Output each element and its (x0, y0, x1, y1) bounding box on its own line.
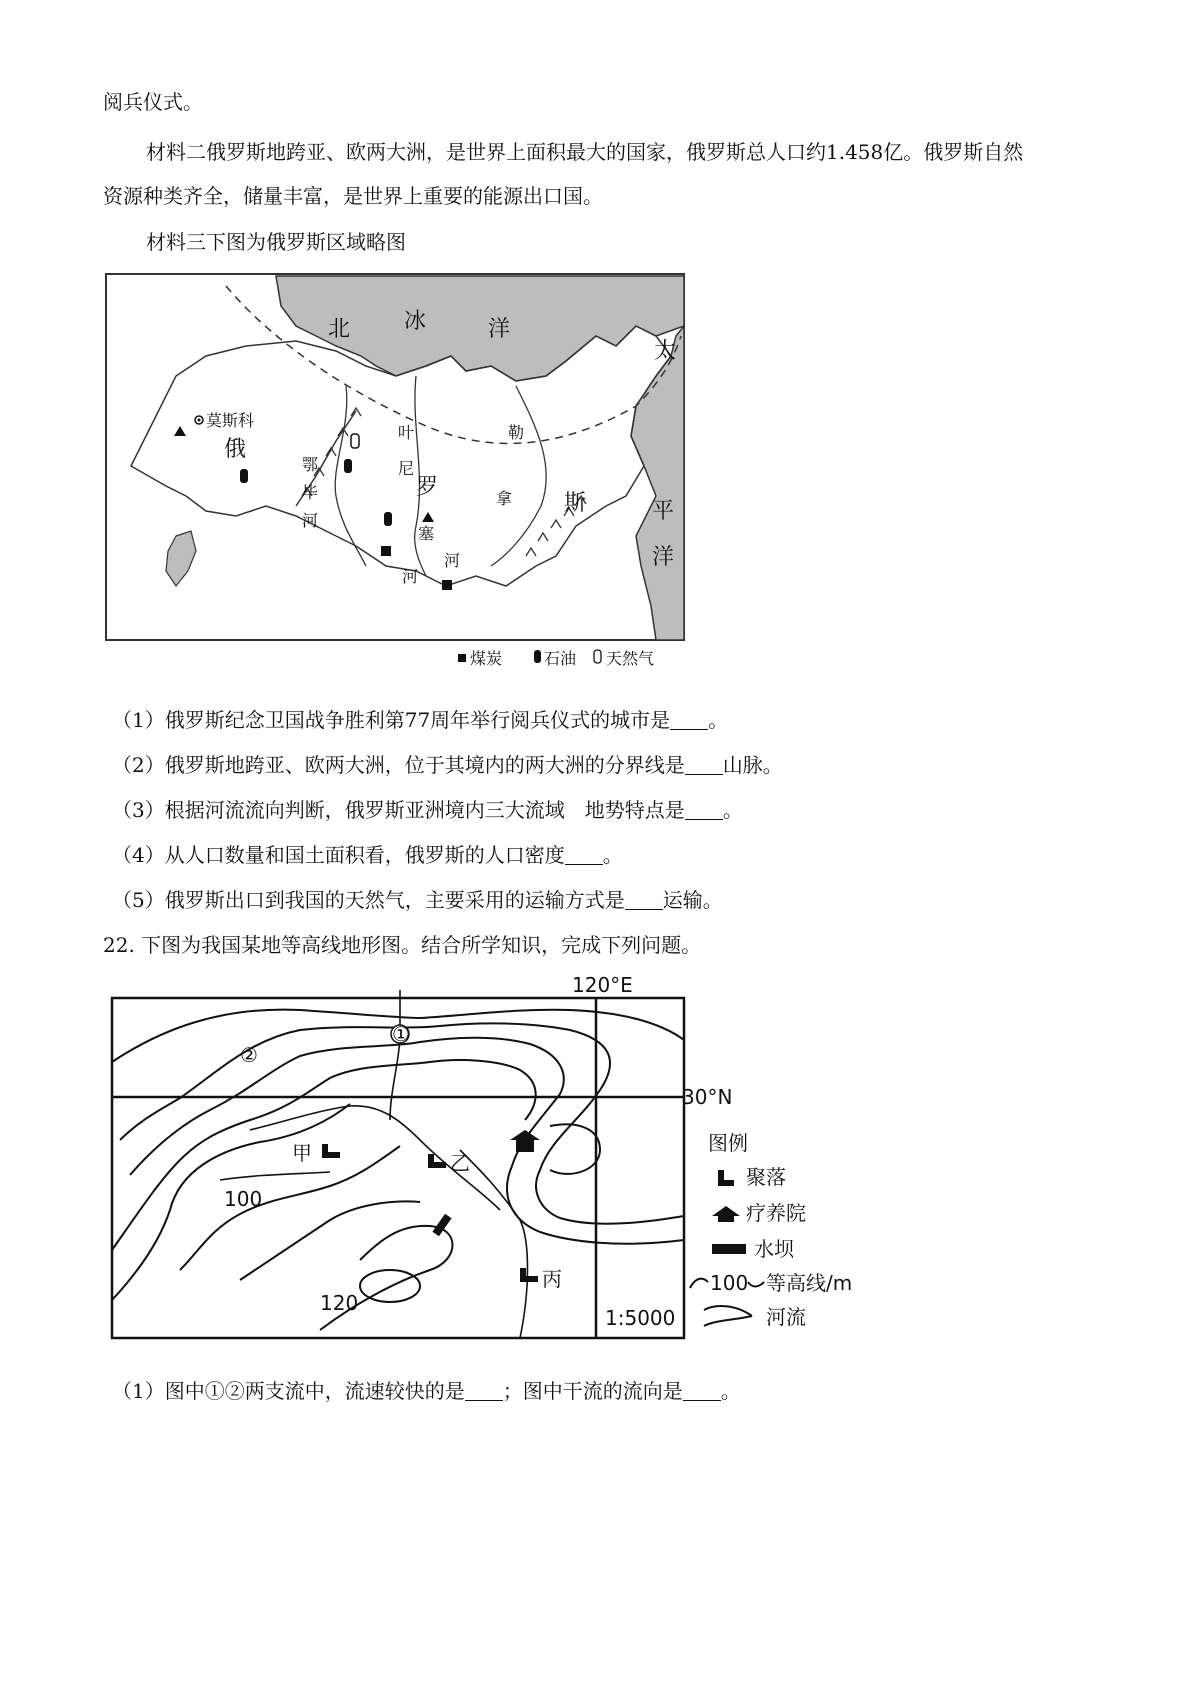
legend-title: 图例 (708, 1131, 748, 1155)
yenisei-label-3: 塞 (418, 524, 435, 543)
lena-label-3: 河 (444, 551, 461, 570)
answer-blank[interactable] (683, 1380, 721, 1401)
legend-river: 河流 (766, 1305, 806, 1329)
legend-dam: 水坝 (754, 1237, 794, 1261)
material2-line1: 材料二俄罗斯地跨亚、欧两大洲，是世界上面积最大的国家，俄罗斯总人口约1.458亿。俄罗斯自然 (146, 140, 1024, 164)
answer-blank[interactable] (685, 754, 723, 775)
marker-2: ② (240, 1043, 258, 1067)
q22-1: （1）图中①②两支流中，流速较快的是 ；图中干流的流向是 。 (112, 1379, 741, 1403)
contour-100: 100 (224, 1187, 263, 1211)
material2-line2: 资源种类齐全，储量丰富，是世界上重要的能源出口国。 (103, 184, 603, 208)
coal-symbol (381, 546, 391, 556)
oil-symbol (240, 469, 248, 483)
country-char-si: 斯 (564, 491, 587, 516)
material3-caption: 材料三下图为俄罗斯区域略图 (146, 230, 406, 254)
answer-blank[interactable] (465, 1380, 503, 1401)
gas-symbol (351, 434, 359, 448)
scale-label: 1:5000 (605, 1306, 676, 1330)
answer-blank[interactable] (670, 709, 708, 730)
country-char-luo: 罗 (416, 475, 439, 500)
ob-label-3: 河 (302, 511, 319, 530)
marker-1: ① (392, 1022, 410, 1046)
contour-map (100, 970, 880, 1345)
legend-gas: 天然气 (606, 649, 655, 668)
q21-1: （1）俄罗斯纪念卫国战争胜利第77周年举行阅兵仪式的城市是 。 (112, 708, 729, 732)
legend-oil: 石油 (544, 649, 577, 668)
yi-label: 乙 (450, 1151, 470, 1175)
oil-symbol (384, 512, 392, 526)
q21-4: （4）从人口数量和国土面积看，俄罗斯的人口密度 。 (112, 843, 623, 867)
lat-label: 30°N (682, 1085, 733, 1109)
oil-symbol (344, 459, 352, 473)
lena-label-2: 拿 (496, 489, 513, 508)
ocean-bei: 北 (328, 317, 351, 342)
bing-label: 丙 (542, 1267, 562, 1291)
material1-tail: 阅兵仪式。 (103, 90, 203, 114)
ocean-yang1: 洋 (488, 317, 511, 342)
coal-symbol (442, 580, 452, 590)
q21-2: （2）俄罗斯地跨亚、欧两大洲，位于其境内的两大洲的分界线是 山脉。 (112, 753, 783, 777)
lon-label: 120°E (572, 973, 633, 997)
ocean-tai: 太 (654, 339, 677, 364)
russia-map (96, 266, 696, 674)
contour-120: 120 (320, 1291, 359, 1315)
russia-legend (458, 649, 654, 668)
q21-3: （3）根据河流流向判断，俄罗斯亚洲境内三大流域 地势特点是 。 (112, 798, 743, 822)
legend-coal: 煤炭 (470, 649, 503, 668)
ocean-ping: 平 (652, 499, 675, 524)
ob-label-1: 鄂 (302, 455, 319, 474)
answer-blank[interactable] (685, 799, 723, 820)
jia-label: 甲 (292, 1141, 312, 1165)
q21-5: （5）俄罗斯出口到我国的天然气，主要采用的运输方式是 运输。 (112, 888, 723, 912)
legend-contour: 等高线/m (766, 1271, 853, 1295)
ocean-yang2: 洋 (652, 545, 675, 570)
ocean-bing: 冰 (404, 309, 427, 334)
yenisei-label-1: 叶 (398, 423, 415, 442)
legend-sanatorium: 疗养院 (746, 1201, 806, 1225)
yenisei-label-2: 尼 (398, 459, 415, 478)
answer-blank[interactable] (565, 844, 603, 865)
country-char-e: 俄 (224, 437, 247, 462)
q22-stem: 22. 下图为我国某地等高线地形图。结合所学知识，完成下列问题。 (103, 933, 702, 957)
legend-settlement: 聚落 (746, 1165, 786, 1189)
lena-label-1: 勒 (508, 423, 525, 442)
answer-blank[interactable] (625, 889, 663, 910)
legend-contour-value: 100 (710, 1271, 749, 1295)
moscow-label: 莫斯科 (206, 411, 255, 430)
ob-label-2: 毕 (302, 483, 319, 502)
yenisei-label-4: 河 (402, 567, 419, 586)
